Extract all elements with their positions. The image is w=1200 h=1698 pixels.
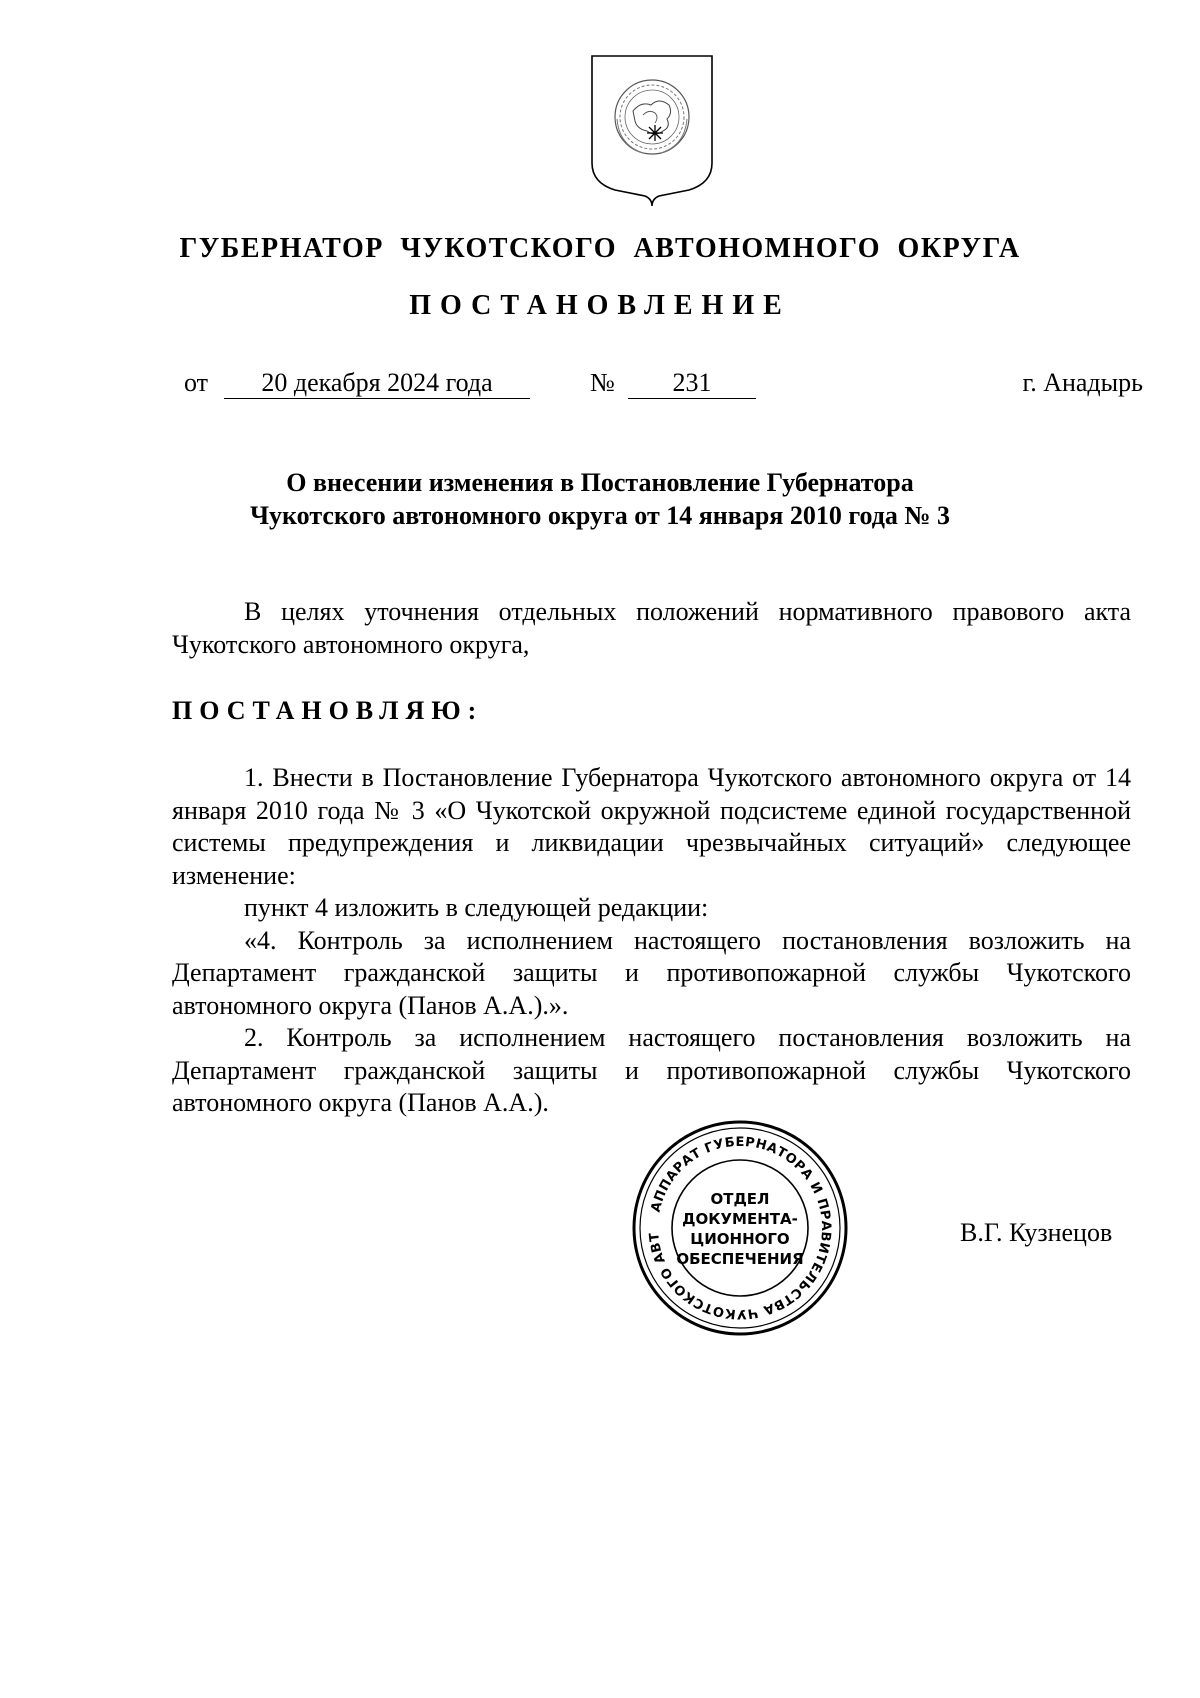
subject-line-1: О внесении изменения в Постановление Губернатора <box>286 468 914 497</box>
date-prefix: от <box>184 368 209 397</box>
number-prefix: № <box>590 368 615 397</box>
document-type: ПОСТАНОВЛЕНИЕ <box>409 290 791 321</box>
decree-heading: ПОСТАНОВЛЯЮ: <box>172 696 484 725</box>
stamp-ring-text: АППАРАТ ГУБЕРНАТОРА И ПРАВИТЕЛЬСТВА ЧУКОТСКОГО АВТ <box>647 1134 834 1322</box>
preamble-text: В целях уточнения отдельных положений нормативного правового акта Чукотского автономного округа, <box>172 597 1131 659</box>
document-date: 20 декабря 2024 года <box>224 368 530 399</box>
issuing-authority: ГУБЕРНАТОР ЧУКОТСКОГО АВТОНОМНОГО ОКРУГА <box>179 233 1021 264</box>
stamp-center-line-3: ЦИОННОГО <box>690 1230 790 1248</box>
document-number: 231 <box>628 368 756 399</box>
document-city: г. Анадырь <box>1022 368 1143 397</box>
document-body <box>172 762 1131 1120</box>
stamp-center-line-1: ОТДЕЛ <box>710 1190 770 1208</box>
subject-line-2: Чукотского автономного округа от 14 января 2010 года № 3 <box>249 501 951 530</box>
item-1: 1. Внести в Постановление Губернатора Чукотского автономного округа от 14 января 2010 года № 3 «О Чукотской окружной подсистеме единой государственной системы предупреждения и ликвидации чрезвычайных ситуаций» следующее изменение: <box>172 763 1131 890</box>
item-1-subpoint: пункт 4 изложить в следующей редакции: <box>244 893 709 922</box>
item-2: 2. Контроль за исполнением настоящего постановления возложить на Департамент гражданской защиты и противопожарной службы Чукотского автономного округа (Панов А.А.). <box>172 1023 1131 1117</box>
document-subject <box>150 466 1050 532</box>
stamp-center-line-4: ОБЕСПЕЧЕНИЯ <box>676 1250 804 1268</box>
preamble <box>172 596 1131 661</box>
official-stamp <box>630 1118 850 1338</box>
signatory-name: В.Г. Кузнецов <box>960 1218 1113 1247</box>
coat-of-arms-emblem <box>589 53 715 207</box>
stamp-center-line-2: ДОКУМЕНТА- <box>682 1210 798 1228</box>
item-1-new-wording: «4. Контроль за исполнением настоящего постановления возложить на Департамент гражданской защиты и противопожарной службы Чукотского автономного округа (Панов А.А.).». <box>172 925 1131 1020</box>
